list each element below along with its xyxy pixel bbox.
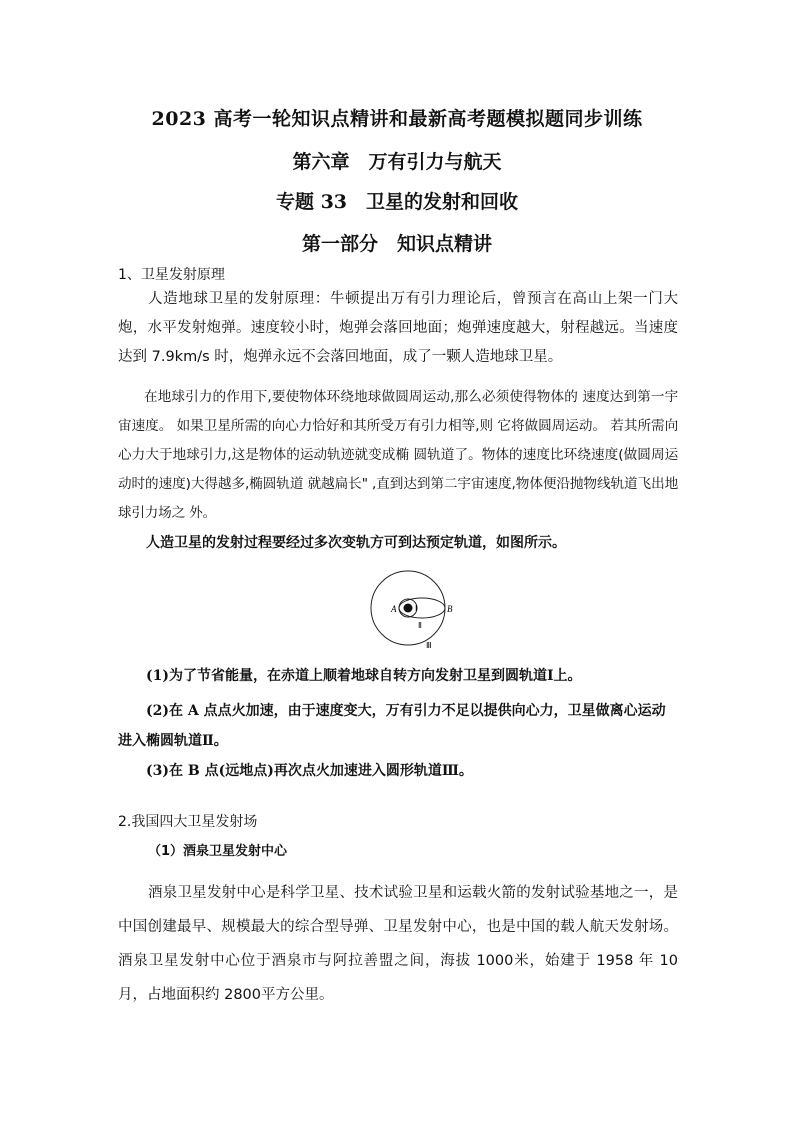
section1-paragraph1: 人造地球卫星的发射原理：牛顿提出万有引力理论后，曾预言在高山上架一门大炮，水平发射炮弹。速度较小时，炮弹会落回地面；炮弹速度越大，射程越远。当速度达到 7.9km/s 时，炮弹永远不会落回地面，成了一颗人造地球卫星。 [118, 291, 678, 365]
point-a-label: A [391, 604, 397, 614]
section2-paragraph: 酒泉卫星发射中心是科学卫星、技术试验卫星和运载火箭的发射试验基地之一，是中国创建最早、规模最大的综合型导弹、卫星发射中心，也是中国的载人航天发射场。酒泉卫星发射中心位于酒泉市与阿拉善盟之间，海拔 1000米，始建于 1958 年 10 月，占地面积约 2800平方公里。 [118, 885, 678, 1003]
topic-title: 专题 33 卫星的发射和回收 [275, 191, 519, 213]
step-2: (2)在 A 点点火加速，由于速度变大，万有引力不足以提供向心力，卫星做离心运动进入椭圆轨道Ⅱ。 [118, 703, 666, 749]
earth-icon [404, 604, 413, 613]
section2-subheading: （1）酒泉卫星发射中心 [148, 844, 288, 859]
step-1: (1)为了节省能量，在赤道上顺着地球自转方向发射卫星到圆轨道Ⅰ上。 [146, 668, 582, 684]
orbit-transfer-intro: 人造卫星的发射过程要经过多次变轨方可到达预定轨道，如图所示。 [146, 535, 566, 551]
section1-heading: 1、卫星发射原理 [118, 267, 225, 283]
section1-paragraph2: 在地球引力的作用下,要使物体环绕地球做圆周运动,那么必须使得物体的 速度达到第一宇宙速度。 如果卫星所需的向心力恰好和其所受万有引力相等,则 它将做圆周运动。 若其所需向心力大于地球引力,这是物体的运动轨迹就变成椭 圆轨道了。物体的速度比环绕速度(做圆周运动时的速度)大得越多,椭圆轨道 就越扁长" ,直到达到第二宇宙速度,物体便沿抛物线轨道飞出地球引力场之 外。 [118, 389, 678, 521]
document-title: 2023 高考一轮知识点精讲和最新高考题模拟题同步训练 [151, 108, 643, 130]
orbit-iii-label: Ⅲ [426, 641, 432, 648]
step-3: (3)在 B 点(远地点)再次点火加速进入圆形轨道Ⅲ。 [146, 763, 473, 779]
part-title: 第一部分 知识点精讲 [301, 233, 492, 255]
point-b-label: B [447, 604, 453, 614]
orbit-i-label: Ⅰ [415, 604, 418, 613]
chapter-title: 第六章 万有引力与航天 [292, 151, 502, 173]
orbit-diagram [360, 568, 470, 648]
orbit-ii-label: Ⅱ [418, 621, 422, 630]
section2-heading: 2.我国四大卫星发射场 [118, 814, 258, 830]
